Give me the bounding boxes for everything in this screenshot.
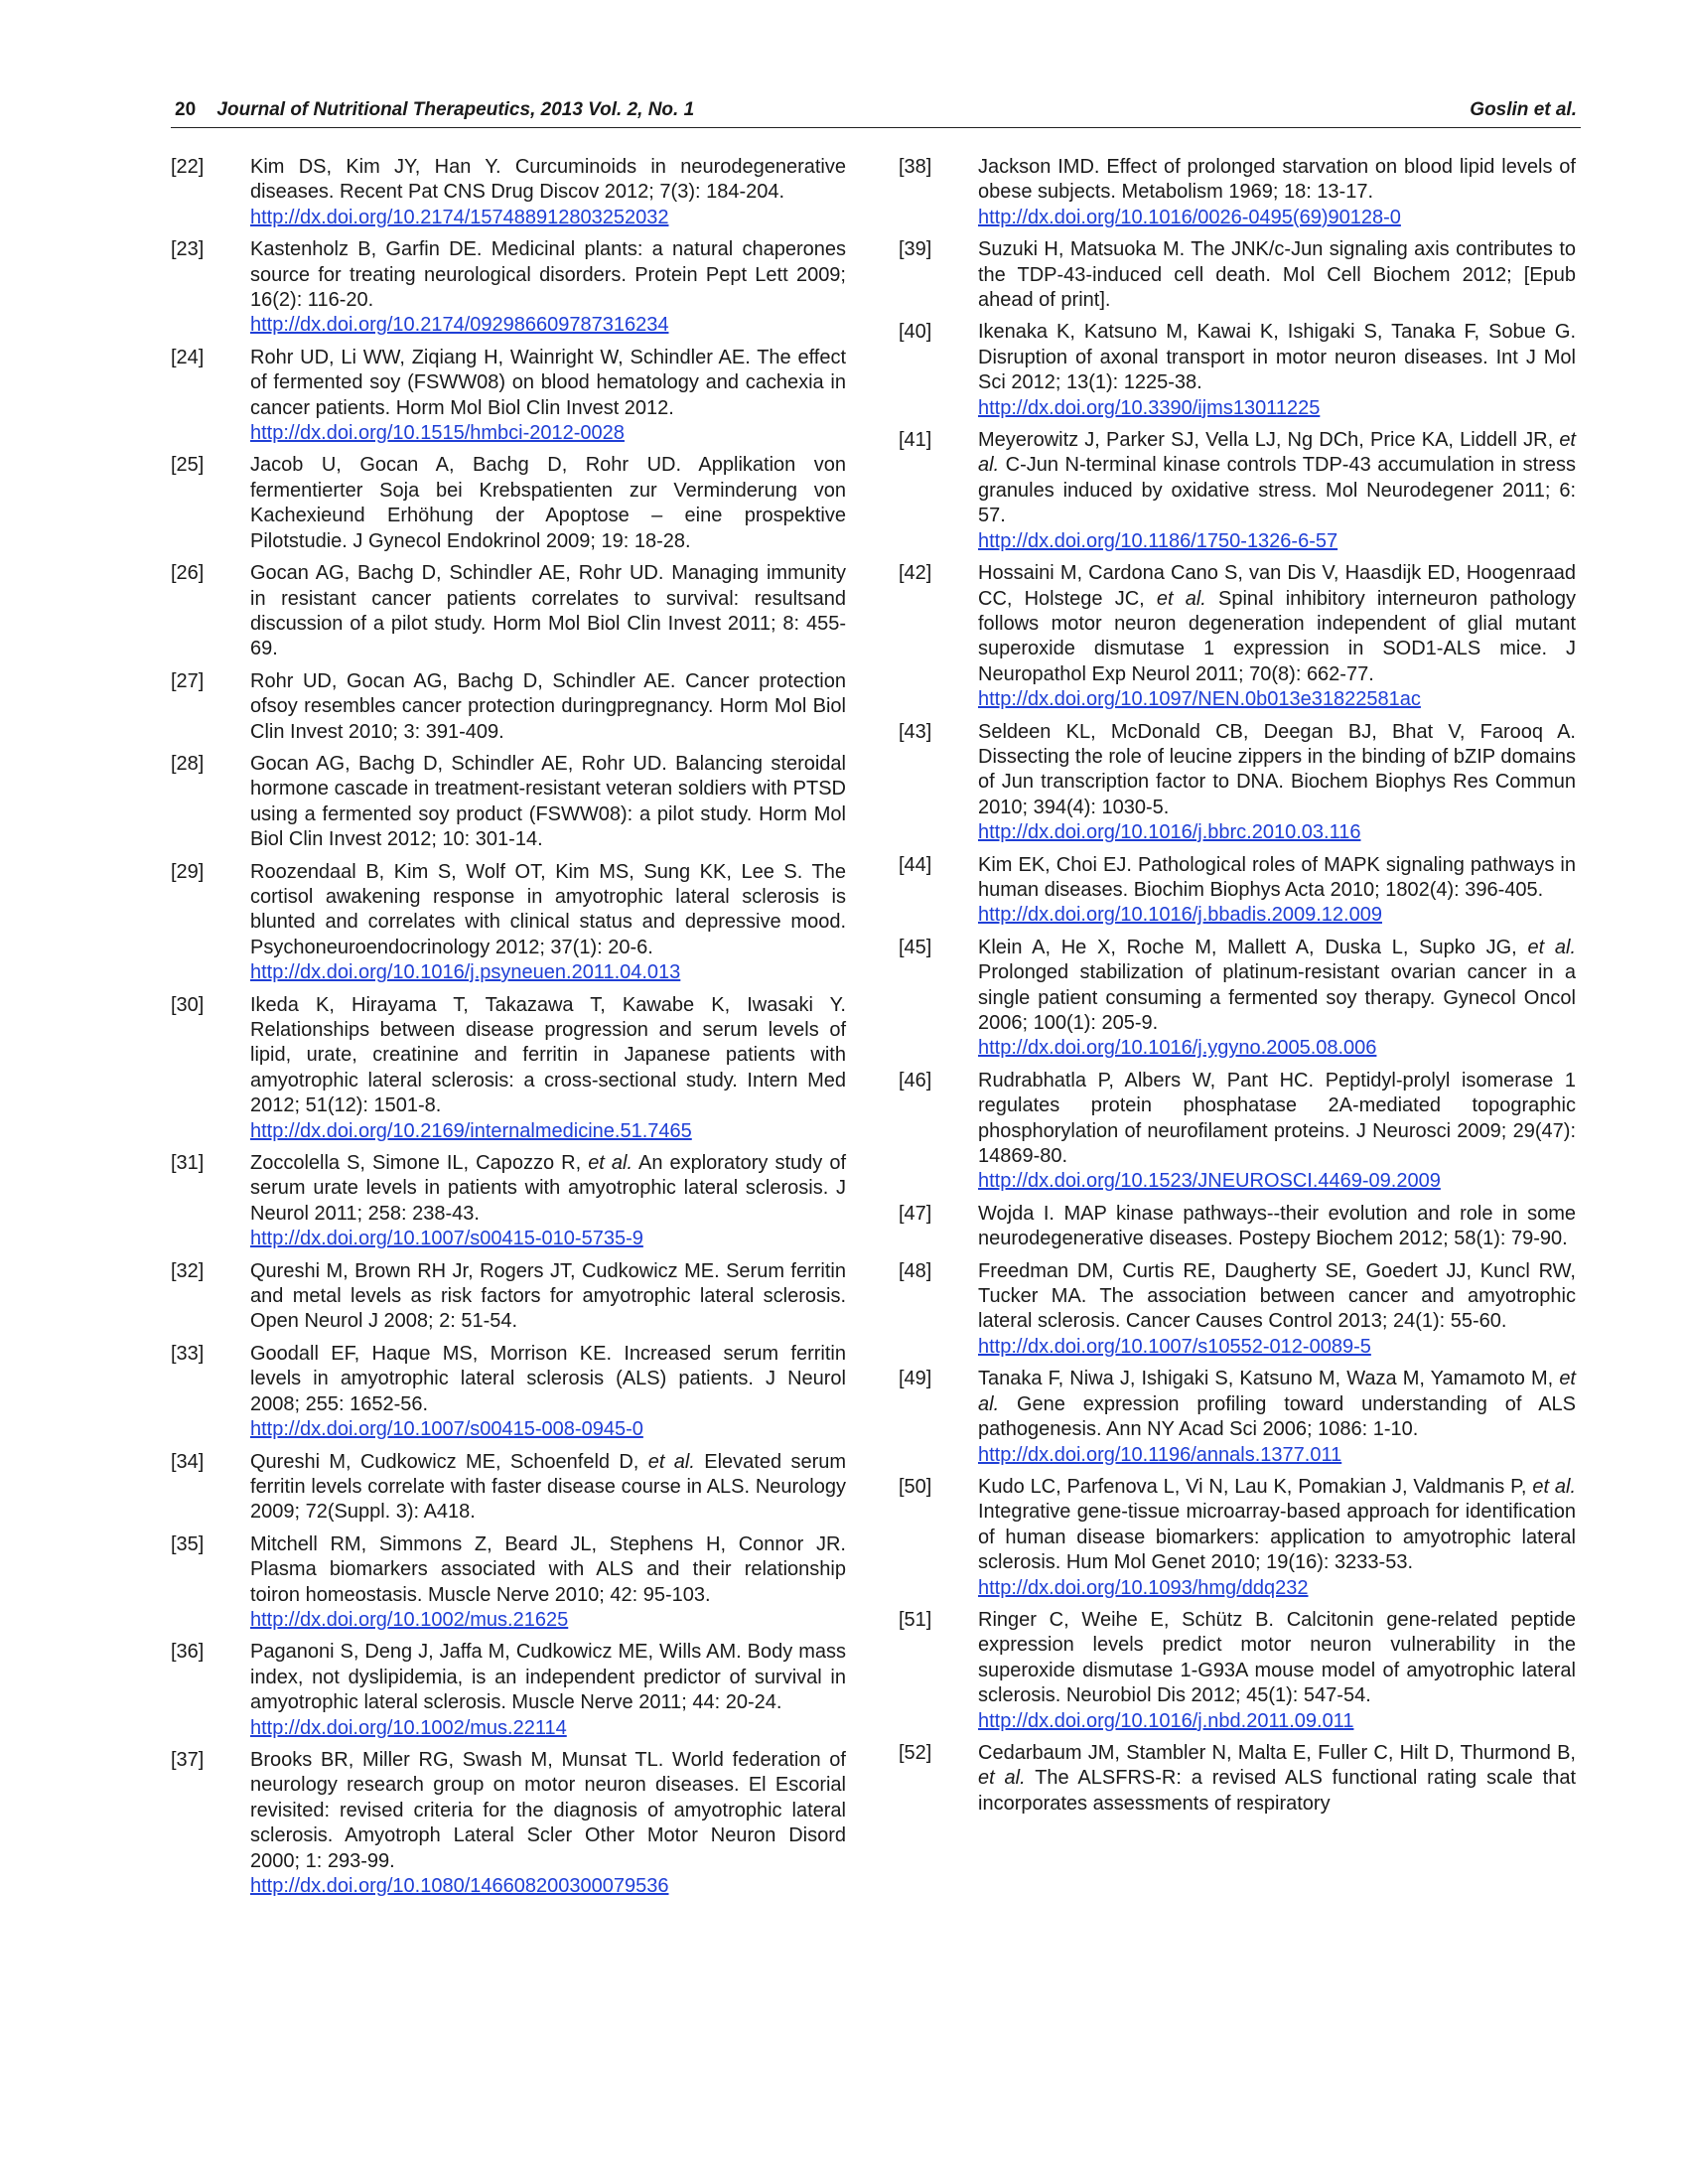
reference-body [250, 1259, 846, 1335]
reference-number: [30] [171, 993, 205, 1016]
reference-text: Jacob U, Gocan A, Bachg D, Rohr UD. Applikation von fermentierter Soja bei Krebspatienten zur Verminderung von Kachexieund Erhöhung der Apoptose – eine prospektive Pilotstudie. J Gynecol Endokrinol 2009; 19: 18-28. [250, 454, 846, 552]
reference-number: [46] [899, 1069, 932, 1092]
reference-body [978, 853, 1576, 929]
reference-item [171, 1342, 846, 1443]
reference-body [250, 1640, 846, 1741]
reference-doi-link[interactable]: http://dx.doi.org/10.1016/j.nbd.2011.09.011 [978, 1709, 1354, 1732]
reference-text: Rohr UD, Gocan AG, Bachg D, Schindler AE. Cancer protection ofsoy resembles cancer protection duringpregnancy. Horm Mol Biol Clin Invest 2010; 3: 391-409. [250, 669, 846, 743]
reference-authors: Kudo LC, Parfenova L, Vi N, Lau K, Pomakian J, Valdmanis P, [978, 1475, 1533, 1498]
reference-body [978, 1202, 1576, 1252]
reference-doi-link[interactable]: http://dx.doi.org/10.1097/NEN.0b013e31822581ac [978, 688, 1421, 711]
reference-item [171, 1151, 846, 1252]
reference-item [899, 936, 1576, 1062]
reference-number: [25] [171, 454, 205, 477]
reference-item [171, 1748, 846, 1899]
reference-doi-link[interactable]: http://dx.doi.org/10.1186/1750-1326-6-57 [978, 529, 1338, 552]
reference-number: [45] [899, 936, 932, 958]
reference-number: [24] [171, 346, 205, 368]
reference-body [250, 1342, 846, 1443]
reference-number: [32] [171, 1259, 205, 1282]
reference-item [899, 1608, 1576, 1734]
reference-number: [35] [171, 1532, 205, 1555]
reference-number: [31] [171, 1152, 205, 1175]
reference-number: [43] [899, 720, 932, 743]
reference-body [250, 346, 846, 447]
reference-number: [44] [899, 853, 932, 876]
reference-doi-link[interactable]: http://dx.doi.org/10.1002/mus.22114 [250, 1716, 567, 1739]
reference-text: Jackson IMD. Effect of prolonged starvation on blood lipid levels of obese subjects. Metabolism 1969; 18: 13-17. [978, 156, 1576, 204]
reference-item [899, 320, 1576, 421]
reference-body [250, 1151, 846, 1252]
reference-body [978, 1259, 1576, 1361]
reference-item [171, 860, 846, 986]
reference-text: Kim DS, Kim JY, Han Y. Curcuminoids in neurodegenerative diseases. Recent Pat CNS Drug Discov 2012; 7(3): 184-204. [250, 156, 846, 204]
reference-authors: Hossaini M, Cardona Cano S, van Dis V, Haasdijk ED, Hoogenraad CC, Holstege JC, [978, 562, 1576, 610]
page-number: 20 [175, 99, 197, 120]
reference-body [978, 936, 1576, 1062]
reference-item [899, 1202, 1576, 1252]
reference-number: [47] [899, 1202, 932, 1225]
reference-doi-link[interactable]: http://dx.doi.org/10.1523/JNEUROSCI.4469-09.2009 [978, 1170, 1441, 1193]
reference-body [250, 453, 846, 554]
reference-item [171, 669, 846, 745]
reference-body [978, 237, 1576, 313]
reference-text: Ringer C, Weihe E, Schütz B. Calcitonin gene-related peptide expression levels predict motor neuron vulnerability in the superoxide dismutase 1-G93A mouse model of amyotrophic lateral sclerosis. Neurobiol Dis 2012; 45(1): 547-54. [978, 1608, 1576, 1707]
reference-item [899, 1475, 1576, 1601]
reference-doi-link[interactable]: http://dx.doi.org/10.1080/146608200300079536 [250, 1875, 669, 1897]
reference-doi-link[interactable]: http://dx.doi.org/10.2174/157488912803252032 [250, 206, 669, 228]
reference-authors: Tanaka F, Niwa J, Ishigaki S, Katsuno M, Waza M, Yamamoto M, [978, 1368, 1560, 1390]
reference-doi-link[interactable]: http://dx.doi.org/10.1007/s10552-012-0089-5 [978, 1335, 1371, 1358]
reference-body [978, 561, 1576, 712]
reference-text: Goodall EF, Haque MS, Morrison KE. Increased serum ferritin levels in amyotrophic lateral sclerosis (ALS) patients. J Neurol 2008; 255: 1652-56. [250, 1342, 846, 1415]
reference-body [250, 155, 846, 230]
reference-body [978, 1367, 1576, 1468]
reference-body [978, 720, 1576, 846]
reference-number: [37] [171, 1748, 205, 1771]
reference-text: Wojda I. MAP kinase pathways--their evolution and role in some neurodegenerative diseases. Postepy Biochem 2012; 58(1): 79-90. [978, 1202, 1576, 1250]
reference-body [250, 752, 846, 853]
reference-authors: Meyerowitz J, Parker SJ, Vella LJ, Ng DCh, Price KA, Liddell JR, [978, 429, 1560, 452]
reference-text: Prolonged stabilization of platinum-resistant ovarian cancer in a single patient consuming a fermented soy therapy. Gynecol Oncol 2006; 100(1): 205-9. [978, 961, 1576, 1034]
reference-text: The ALSFRS-R: a revised ALS functional rating scale that incorporates assessments of respiratory [978, 1767, 1577, 1815]
reference-item [899, 1741, 1576, 1817]
running-head-authors: Goslin et al. [1470, 99, 1577, 120]
reference-text: Rohr UD, Li WW, Ziqiang H, Wainright W, Schindler AE. The effect of fermented soy (FSWW08) on blood hematology and cachexia in cancer patients. Horm Mol Biol Clin Invest 2012. [250, 346, 846, 419]
reference-text: Paganoni S, Deng J, Jaffa M, Cudkowicz ME, Wills AM. Body mass index, not dyslipidemia, is an independent predictor of survival in amyotrophic lateral sclerosis. Muscle Nerve 2011; 44: 20-24. [250, 1641, 846, 1714]
reference-text: Spinal inhibitory interneuron pathology follows motor neuron degeneration independent of glial mutant superoxide dismutase 1 expression in SOD1-ALS mice. J Neuropathol Exp Neurol 2011; 70(8): 662-77. [978, 587, 1577, 685]
reference-number: [36] [171, 1641, 205, 1664]
reference-text: Integrative gene-tissue microarray-based approach for identification of human disease biomarkers: application to amyotrophic lateral sclerosis. Hum Mol Genet 2010; 19(16): 3233-53. [978, 1501, 1576, 1574]
reference-column-left [171, 155, 846, 1906]
reference-number: [23] [171, 238, 205, 261]
reference-item [899, 155, 1576, 230]
reference-body [978, 428, 1576, 554]
reference-item [899, 720, 1576, 846]
reference-number: [48] [899, 1259, 932, 1282]
reference-item [171, 1450, 846, 1526]
reference-text: Freedman DM, Curtis RE, Daugherty SE, Goedert JJ, Kuncl RW, Tucker MA. The association between cancer and amyotrophic lateral sclerosis. Cancer Causes Control 2013; 24(1): 55-60. [978, 1259, 1576, 1333]
reference-body [978, 1069, 1576, 1195]
reference-number: [33] [171, 1342, 205, 1365]
reference-text: Gene expression profiling toward understanding of ALS pathogenesis. Ann NY Acad Sci 2006; 1086: 1-10. [978, 1392, 1576, 1441]
reference-text: Rudrabhatla P, Albers W, Pant HC. Peptidyl-prolyl isomerase 1 regulates protein phosphatase 2A-mediated topographic phosphorylation of neurofilament proteins. J Neurosci 2009; 29(47): 14869-80. [978, 1069, 1576, 1168]
reference-et-al: et al. [978, 1767, 1026, 1790]
reference-text: Brooks BR, Miller RG, Swash M, Munsat TL. World federation of neurology research group on motor neuron diseases. El Escorial revisited: revised criteria for the diagnosis of amyotrophic lateral sclerosis. Amyotroph Lateral Scler Other Motor Neuron Disord 2000; 1: 293-99. [250, 1748, 846, 1872]
reference-number: [29] [171, 860, 205, 883]
reference-doi-link[interactable]: http://dx.doi.org/10.1196/annals.1377.011 [978, 1443, 1342, 1466]
reference-item [171, 453, 846, 554]
reference-item [899, 428, 1576, 554]
reference-body [250, 669, 846, 745]
reference-number: [49] [899, 1368, 932, 1390]
reference-item [899, 561, 1576, 712]
reference-et-al: et al. [647, 1450, 695, 1473]
reference-doi-link[interactable]: http://dx.doi.org/10.1016/j.bbrc.2010.03.116 [978, 821, 1361, 844]
reference-number: [27] [171, 669, 205, 692]
reference-text: An exploratory study of serum urate levels in patients with amyotrophic lateral sclerosis. J Neurol 2011; 258: 238-43. [250, 1152, 846, 1225]
reference-et-al: et al. [1532, 1475, 1577, 1498]
reference-number: [40] [899, 321, 932, 344]
reference-item [899, 1069, 1576, 1195]
reference-item [899, 853, 1576, 929]
reference-number: [52] [899, 1741, 932, 1764]
reference-item [171, 237, 846, 339]
reference-doi-link[interactable]: http://dx.doi.org/10.1002/mus.21625 [250, 1608, 569, 1631]
reference-item [899, 1367, 1576, 1468]
reference-body [978, 155, 1576, 230]
reference-doi-link[interactable]: http://dx.doi.org/10.1515/hmbci-2012-0028 [250, 422, 625, 445]
reference-item [171, 1640, 846, 1741]
reference-item [899, 237, 1576, 313]
reference-body [250, 561, 846, 662]
reference-number: [51] [899, 1608, 932, 1631]
reference-item [171, 1259, 846, 1335]
reference-doi-link[interactable]: http://dx.doi.org/10.1016/0026-0495(69)90128-0 [978, 206, 1401, 228]
reference-et-al: et al. [978, 429, 1576, 477]
reference-et-al: et al. [978, 1368, 1576, 1415]
reference-doi-link[interactable]: http://dx.doi.org/10.1093/hmg/ddq232 [978, 1576, 1309, 1599]
reference-authors: Zoccolella S, Simone IL, Capozzo R, [250, 1152, 589, 1175]
reference-doi-link[interactable]: http://dx.doi.org/10.2169/internalmedicine.51.7465 [250, 1119, 692, 1142]
reference-number: [22] [171, 156, 205, 178]
reference-item [171, 346, 846, 447]
page-header [171, 99, 1581, 128]
reference-doi-link[interactable]: http://dx.doi.org/10.1007/s00415-010-5735-9 [250, 1228, 643, 1250]
reference-text: Mitchell RM, Simmons Z, Beard JL, Stephens H, Connor JR. Plasma biomarkers associated with ALS and their relationship toiron homeostasis. Muscle Nerve 2010; 42: 95-103. [250, 1532, 846, 1606]
reference-body [250, 860, 846, 986]
reference-number: [26] [171, 562, 205, 585]
reference-body [978, 1608, 1576, 1734]
reference-text: Kim EK, Choi EJ. Pathological roles of MAPK signaling pathways in human diseases. Biochim Biophys Acta 2010; 1802(4): 396-405. [978, 853, 1576, 901]
reference-text: Suzuki H, Matsuoka M. The JNK/c-Jun signaling axis contributes to the TDP-43-induced cell death. Mol Cell Biochem 2012; [Epub ahead of print]. [978, 238, 1576, 312]
reference-number: [39] [899, 238, 932, 261]
reference-body [250, 1748, 846, 1899]
reference-et-al: et al. [588, 1152, 633, 1175]
reference-number: [50] [899, 1475, 932, 1498]
reference-authors: Qureshi M, Cudkowicz ME, Schoenfeld D, [250, 1450, 648, 1473]
reference-doi-link[interactable]: http://dx.doi.org/10.1016/j.bbadis.2009.12.009 [978, 904, 1382, 927]
reference-item [899, 1259, 1576, 1361]
reference-body [978, 1741, 1576, 1817]
reference-text: Gocan AG, Bachg D, Schindler AE, Rohr UD. Balancing steroidal hormone cascade in treatment-resistant veteran soldiers with PTSD using a fermented soy product (FSWW08): a pilot study. Horm Mol Biol Clin Invest 2012; 10: 301-14. [250, 752, 846, 851]
reference-item [171, 155, 846, 230]
reference-text: Elevated serum ferritin levels correlate with faster disease course in ALS. Neurology 2009; 72(Suppl. 3): A418. [250, 1450, 847, 1524]
reference-body [250, 1532, 846, 1634]
reference-body [250, 237, 846, 339]
reference-number: [42] [899, 562, 932, 585]
reference-doi-link[interactable]: http://dx.doi.org/10.3390/ijms13011225 [978, 396, 1321, 419]
reference-item [171, 1532, 846, 1634]
reference-body [978, 320, 1576, 421]
reference-column-right [899, 155, 1576, 1823]
reference-item [171, 993, 846, 1144]
journal-title: Journal of Nutritional Therapeutics, 2013 Vol. 2, No. 1 [216, 99, 695, 120]
reference-text: Qureshi M, Brown RH Jr, Rogers JT, Cudkowicz ME. Serum ferritin and metal levels as risk factors for amyotrophic lateral sclerosis. Open Neurol J 2008; 2: 51-54. [250, 1259, 846, 1333]
reference-body [978, 1475, 1576, 1601]
reference-text: C-Jun N-terminal kinase controls TDP-43 accumulation in stress granules induced by oxidative stress. Mol Neurodegener 2011; 6: 57. [978, 454, 1576, 527]
reference-text: Ikeda K, Hirayama T, Takazawa T, Kawabe K, Iwasaki Y. Relationships between disease progression and serum levels of lipid, urate, creatinine and ferritin in Japanese patients with amyotrophic lateral sclerosis: a cross-sectional study. Intern Med 2012; 51(12): 1501-8. [250, 993, 846, 1117]
reference-doi-link[interactable]: http://dx.doi.org/10.1007/s00415-008-0945-0 [250, 1418, 643, 1441]
reference-number: [28] [171, 752, 205, 775]
reference-body [250, 993, 846, 1144]
reference-number: [34] [171, 1450, 205, 1473]
reference-doi-link[interactable]: http://dx.doi.org/10.2174/092986609787316234 [250, 314, 669, 337]
reference-body [250, 1450, 846, 1526]
reference-authors: Cedarbaum JM, Stambler N, Malta E, Fuller C, Hilt D, Thurmond B, [978, 1741, 1576, 1764]
reference-doi-link[interactable]: http://dx.doi.org/10.1016/j.psyneuen.2011.04.013 [250, 961, 681, 984]
reference-authors: Klein A, He X, Roche M, Mallett A, Duska L, Supko JG, [978, 936, 1528, 958]
reference-doi-link[interactable]: http://dx.doi.org/10.1016/j.ygyno.2005.08.006 [978, 1037, 1377, 1060]
running-head-left [175, 99, 694, 121]
reference-number: [41] [899, 429, 932, 452]
reference-et-al: et al. [1156, 587, 1206, 610]
reference-et-al: et al. [1527, 936, 1577, 958]
reference-text: Kastenholz B, Garfin DE. Medicinal plants: a natural chaperones source for treating neurological disorders. Protein Pept Lett 2009; 16(2): 116-20. [250, 238, 846, 312]
reference-text: Seldeen KL, McDonald CB, Deegan BJ, Bhat V, Farooq A. Dissecting the role of leucine zippers in the binding of bZIP domains of Jun transcription factor to DNA. Biochem Biophys Res Commun 2010; 394(4): 1030-5. [978, 720, 1576, 818]
reference-text: Gocan AG, Bachg D, Schindler AE, Rohr UD. Managing immunity in resistant cancer patients correlates to survival: resultsand discussion of a pilot study. Horm Mol Biol Clin Invest 2011; 8: 455-69. [250, 562, 846, 660]
reference-text: Ikenaka K, Katsuno M, Kawai K, Ishigaki S, Tanaka F, Sobue G. Disruption of axonal transport in motor neuron diseases. Int J Mol Sci 2012; 13(1): 1225-38. [978, 321, 1576, 394]
reference-item [171, 752, 846, 853]
reference-item [171, 561, 846, 662]
reference-number: [38] [899, 156, 932, 178]
reference-text: Roozendaal B, Kim S, Wolf OT, Kim MS, Sung KK, Lee S. The cortisol awakening response in amyotrophic lateral sclerosis is blunted and correlates with clinical status and depressive mood. Psychoneuroendocrinology 2012; 37(1): 20-6. [250, 860, 846, 958]
